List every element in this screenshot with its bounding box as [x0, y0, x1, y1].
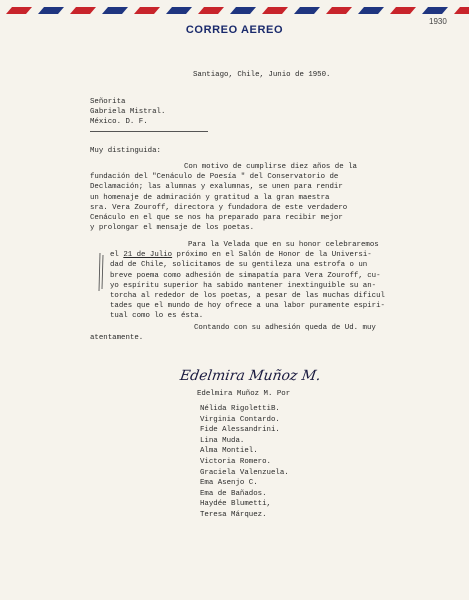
airmail-stripe [422, 7, 448, 14]
recipient-line-3: México. D. F. [90, 118, 148, 126]
airmail-stripe [198, 7, 224, 14]
paragraph-1-line-3: Declamación; las alumnas y exalumnas, se unen para rendir [90, 183, 343, 192]
airmail-stripe [70, 7, 96, 14]
airmail-stripe [390, 7, 416, 14]
paragraph-2-line-1: Para la Velada que en su honor celebraremos [188, 241, 379, 249]
airmail-stripe [230, 7, 256, 14]
closing-line: Contando con su adhesión queda de Ud. muy [194, 324, 376, 332]
closing-word: atentamente. [90, 334, 144, 342]
signatory: Ema de Bañados. [200, 489, 267, 498]
paragraph-2 [110, 240, 385, 322]
signatory: Ema Asenjo C. [200, 479, 258, 488]
signatory: Graciela Valenzuela. [200, 468, 289, 477]
paragraph-1-line-6: Cenáculo en el que se nos ha preparado para recibir mejor [90, 214, 343, 223]
place-date: Santiago, Chile, Junio de 1950. [193, 71, 331, 79]
signatory: Teresa Márquez. [200, 510, 267, 519]
airmail-stripe [102, 7, 128, 14]
paragraph-1-line-1: Con motivo de cumplirse diez años de la [184, 163, 357, 171]
margin-pencil-mark [96, 252, 106, 292]
paragraph-1-line-5: sra. Vera Zouroff, directora y fundadora de este verdadero [90, 203, 348, 212]
paragraph-1 [90, 162, 357, 233]
signatory: Virginia Contardo. [200, 415, 280, 424]
paragraph-2-line-2: el 21 de Julio próximo en el Salón de Honor de la Universi- [110, 251, 372, 260]
airmail-stripe [38, 7, 64, 14]
recipient-line-1: Señorita [90, 98, 126, 106]
paragraph-1-line-4: un homenaje de admiración y gratitud a la gran maestra [90, 193, 330, 202]
paragraph-1-line-2: fundación del "Cenáculo de Poesía " del Conservatorio de [90, 173, 339, 182]
typed-signature: Edelmira Muñoz M. Por [197, 390, 291, 398]
airmail-stripe [326, 7, 352, 14]
airmail-stripe [166, 7, 192, 14]
signatory: Alma Montiel. [200, 447, 258, 456]
paragraph-2-line-7: tades que el mundo de hoy ofrece a una labor puramente espiri- [110, 302, 385, 311]
recipient-line-2: Gabriela Mistral. [90, 108, 166, 116]
airmail-stripe [454, 7, 469, 14]
airmail-stripe [134, 7, 160, 14]
paragraph-2-line-5: yo espíritu superior ha sabido mantener inextinguible su an- [110, 281, 377, 290]
paragraph-2-line-8: tual como lo es ésta. [110, 312, 204, 321]
airmail-stripe [358, 7, 384, 14]
airmail-stripe [6, 7, 32, 14]
paragraph-2-line-6: torcha al rededor de los poetas, a pesar de las muchas dificul [110, 292, 385, 301]
signatories-list [200, 404, 289, 521]
signatory: Haydée Blumetti, [200, 500, 271, 509]
paragraph-2-line-3: dad de Chile, solicitamos de su gentileza una estrofa o un [110, 261, 368, 270]
page-number: 1930 [429, 17, 447, 26]
signatory: Nélida RigolettiB. [200, 405, 280, 413]
salutation: Muy distinguida: [90, 147, 161, 155]
recipient-divider [90, 131, 208, 132]
header-title: CORREO AEREO [185, 24, 284, 36]
signatory: Lina Muda. [200, 436, 245, 445]
signatory: Fide Alessandrini. [200, 426, 280, 435]
handwritten-signature: Edelmira Muñoz M. [178, 368, 322, 384]
airmail-stripe [262, 7, 288, 14]
airmail-stripe [294, 7, 320, 14]
paragraph-1-line-7: y prolongar el mensaje de los poetas. [90, 224, 255, 233]
airmail-stripe-border [0, 6, 469, 16]
signatory: Victoria Romero. [200, 457, 271, 466]
date-emphasis: 21 de Julio [123, 251, 173, 260]
paragraph-2-line-4: breve poema como adhesión de simapatía para Vera Zouroff, cu- [110, 271, 381, 280]
